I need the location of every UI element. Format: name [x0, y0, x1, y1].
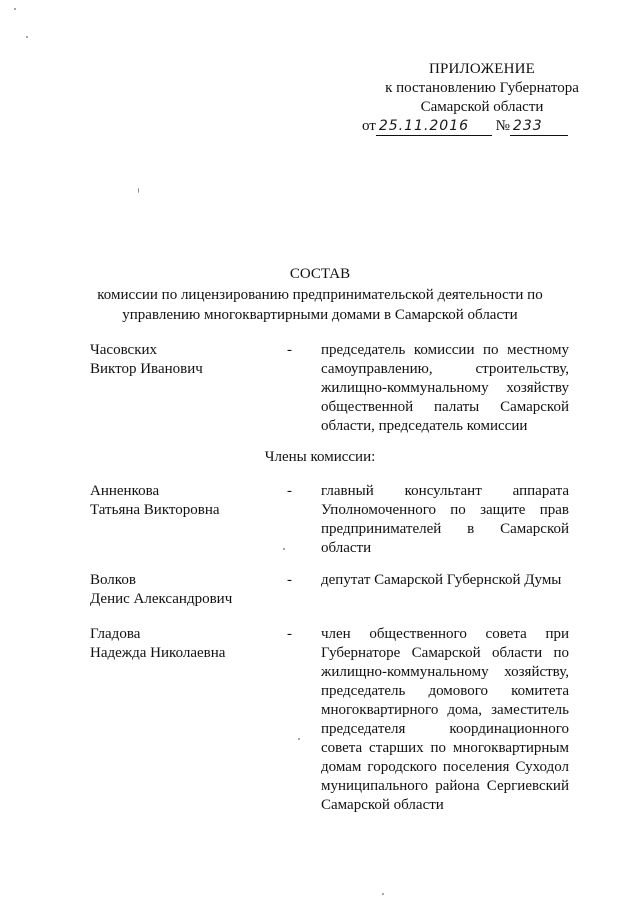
member-surname: Анненкова [90, 483, 160, 499]
member-given-name: Денис Александрович [90, 591, 233, 607]
member-dash: - [287, 626, 292, 642]
document-title: СОСТАВ [289, 266, 351, 282]
member-given-name: Надежда Николаевна [90, 645, 226, 661]
appendix-line-1: к постановлению Губернатора [385, 80, 579, 96]
appendix-title: ПРИЛОЖЕНИЕ [428, 61, 536, 77]
scan-speck [283, 548, 285, 550]
handwritten-date: 25.11.2016 [376, 118, 492, 136]
appendix-line-2: Самарской области [420, 99, 544, 115]
scan-speck [382, 893, 384, 895]
member-name [90, 571, 280, 609]
member-dash: - [287, 483, 292, 499]
member-role: главный консультант аппарата Уполномоченного по защите прав предпринимателей в Самарской области [321, 483, 569, 556]
number-label: № [495, 118, 510, 134]
member-role: депутат Самарской Губернской Думы [321, 572, 562, 588]
member-surname: Волков [90, 572, 136, 588]
chairman-given-name: Виктор Иванович [90, 361, 203, 377]
scan-speck [298, 738, 300, 740]
from-label: от [362, 118, 376, 134]
appendix-number-line [362, 117, 568, 136]
members-title: Члены комиссии: [264, 449, 376, 465]
member-name [90, 625, 280, 663]
scan-speck [138, 188, 139, 193]
scan-speck [14, 8, 16, 10]
chairman-dash: - [287, 342, 292, 358]
chairman-role: председатель комиссии по местному самоуправлению, строительству, жилищно-коммунальному хозяйству общественной палаты Самарской области, председатель комиссии [321, 342, 569, 434]
member-name [90, 482, 280, 520]
member-dash: - [287, 572, 292, 588]
member-surname: Гладова [90, 626, 141, 642]
document-subtitle-line-1: комиссии по лицензированию предпринимательской деятельности по [97, 287, 543, 303]
appendix-block [362, 60, 602, 117]
chairman-surname: Часовских [90, 342, 158, 358]
handwritten-number: 233 [510, 118, 568, 136]
member-role: член общественного совета при Губернаторе Самарской области по жилищно-коммунальному хозяйству, председатель домового комитета многоквартирного дома, заместитель председателя координационного совета старших по многоквартирным домам городского поселения Суходол муниципального района Сергиевский Самарской области [321, 626, 569, 813]
chairman-name [90, 341, 280, 379]
scan-speck [26, 36, 28, 38]
document-subtitle-line-2: управлению многоквартирными домами в Самарской области [122, 307, 518, 323]
member-given-name: Татьяна Викторовна [90, 502, 220, 518]
